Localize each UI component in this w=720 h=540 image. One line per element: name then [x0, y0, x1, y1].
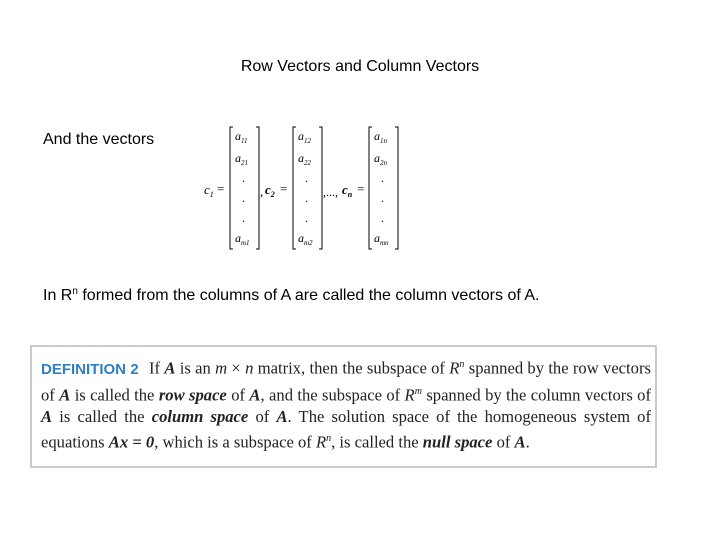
c2-entry-1: $a_{12}$: [298, 129, 311, 145]
bracket-right-2: [319, 127, 322, 249]
bracket-left-1: [230, 127, 233, 249]
def-equation: Ax = 0: [108, 432, 155, 452]
def-matrix-a: A: [41, 407, 53, 427]
comma-1: ,: [260, 184, 264, 199]
bracket-left-n: [369, 127, 372, 249]
def-n: n: [245, 358, 254, 378]
def-matrix-a: A: [59, 385, 71, 405]
c1-label: $c_1$: [204, 182, 214, 199]
slide-title: Row Vectors and Column Vectors: [240, 58, 480, 75]
def-text-15: .: [525, 432, 530, 452]
c1-dot-3: .: [242, 211, 245, 225]
equals-sign-2: =: [280, 181, 288, 196]
c1-entry-2: $a_{21}$: [235, 151, 248, 167]
def-text-10: of: [255, 407, 270, 427]
cn-dot-1: .: [381, 171, 384, 185]
bracket-right-1: [256, 127, 259, 249]
c2-dot-1: .: [305, 171, 308, 185]
bracket-left-2: [293, 127, 296, 249]
column-vectors-sentence: [43, 287, 539, 305]
definition-box: [30, 345, 657, 468]
line2-superscript: n: [72, 286, 78, 297]
def-text-1: If: [148, 358, 161, 378]
def-column-space: column space: [151, 407, 249, 427]
def-null-space: null space: [422, 432, 493, 452]
line2-rest: formed from the columns of A are called the column vectors of A.: [77, 287, 540, 304]
def-text-7: , and the subspace of: [260, 385, 401, 405]
def-r-sup: n: [459, 359, 465, 370]
c2-dot-3: .: [305, 211, 308, 225]
c1-entry-m: $a_{m1}$: [235, 231, 250, 247]
def-text-13: , is called the: [331, 432, 419, 452]
c2-entry-m: $a_{m2}$: [298, 231, 313, 247]
def-text-4: spanned by the row vectors of: [41, 358, 651, 405]
def-text-14: of: [496, 432, 511, 452]
c1-dot-1: .: [242, 171, 245, 185]
def-text-12: , which is a subspace of: [154, 432, 312, 452]
def-matrix-a: A: [514, 432, 526, 452]
def-matrix-a: A: [164, 358, 176, 378]
def-text-11: . The solution space of the homogeneous system of equations: [41, 407, 652, 452]
def-r: R: [404, 385, 415, 405]
bracket-right-n: [395, 127, 398, 249]
def-text-5: is called the: [74, 385, 155, 405]
equals-sign-n: =: [357, 181, 365, 196]
cn-label: $c_n$: [342, 182, 353, 199]
equals-sign-1: =: [217, 181, 225, 196]
def-r-sup: n: [326, 433, 332, 445]
def-matrix-a: A: [249, 385, 261, 405]
definition-heading: DEFINITION 2: [41, 360, 139, 378]
cn-entry-2: $a_{2n}$: [374, 151, 387, 167]
c2-label: $c_2$: [265, 182, 275, 199]
def-times: ×: [231, 358, 241, 378]
def-text-8: spanned by the column vectors of: [426, 385, 651, 405]
def-matrix-a: A: [276, 407, 288, 427]
def-text-6: of: [231, 385, 246, 405]
def-text-3: matrix, then the subspace of: [257, 358, 445, 378]
cn-dot-2: .: [381, 191, 384, 205]
def-text-9: is called the: [59, 407, 145, 427]
cn-dot-3: .: [381, 211, 384, 225]
c1-entry-1: $a_{11}$: [235, 129, 248, 145]
line2-prefix: In R: [43, 287, 73, 304]
def-r-sup-m: m: [414, 385, 422, 397]
def-row-space: row space: [158, 385, 227, 405]
ellipsis-separator: ,...,: [323, 185, 338, 199]
column-vectors-equation: [202, 124, 412, 252]
def-r: R: [449, 358, 460, 378]
c2-dot-2: .: [305, 191, 308, 205]
definition-text: [41, 354, 651, 454]
cn-entry-1: $a_{1n}$: [374, 129, 387, 145]
def-r: R: [315, 432, 327, 452]
c2-entry-2: $a_{22}$: [298, 151, 311, 167]
cn-entry-m: $a_{mn}$: [374, 231, 389, 247]
def-text-2: is an: [179, 358, 211, 378]
c1-dot-2: .: [242, 191, 245, 205]
def-m: m: [215, 358, 228, 378]
intro-text: And the vectors: [43, 131, 155, 148]
